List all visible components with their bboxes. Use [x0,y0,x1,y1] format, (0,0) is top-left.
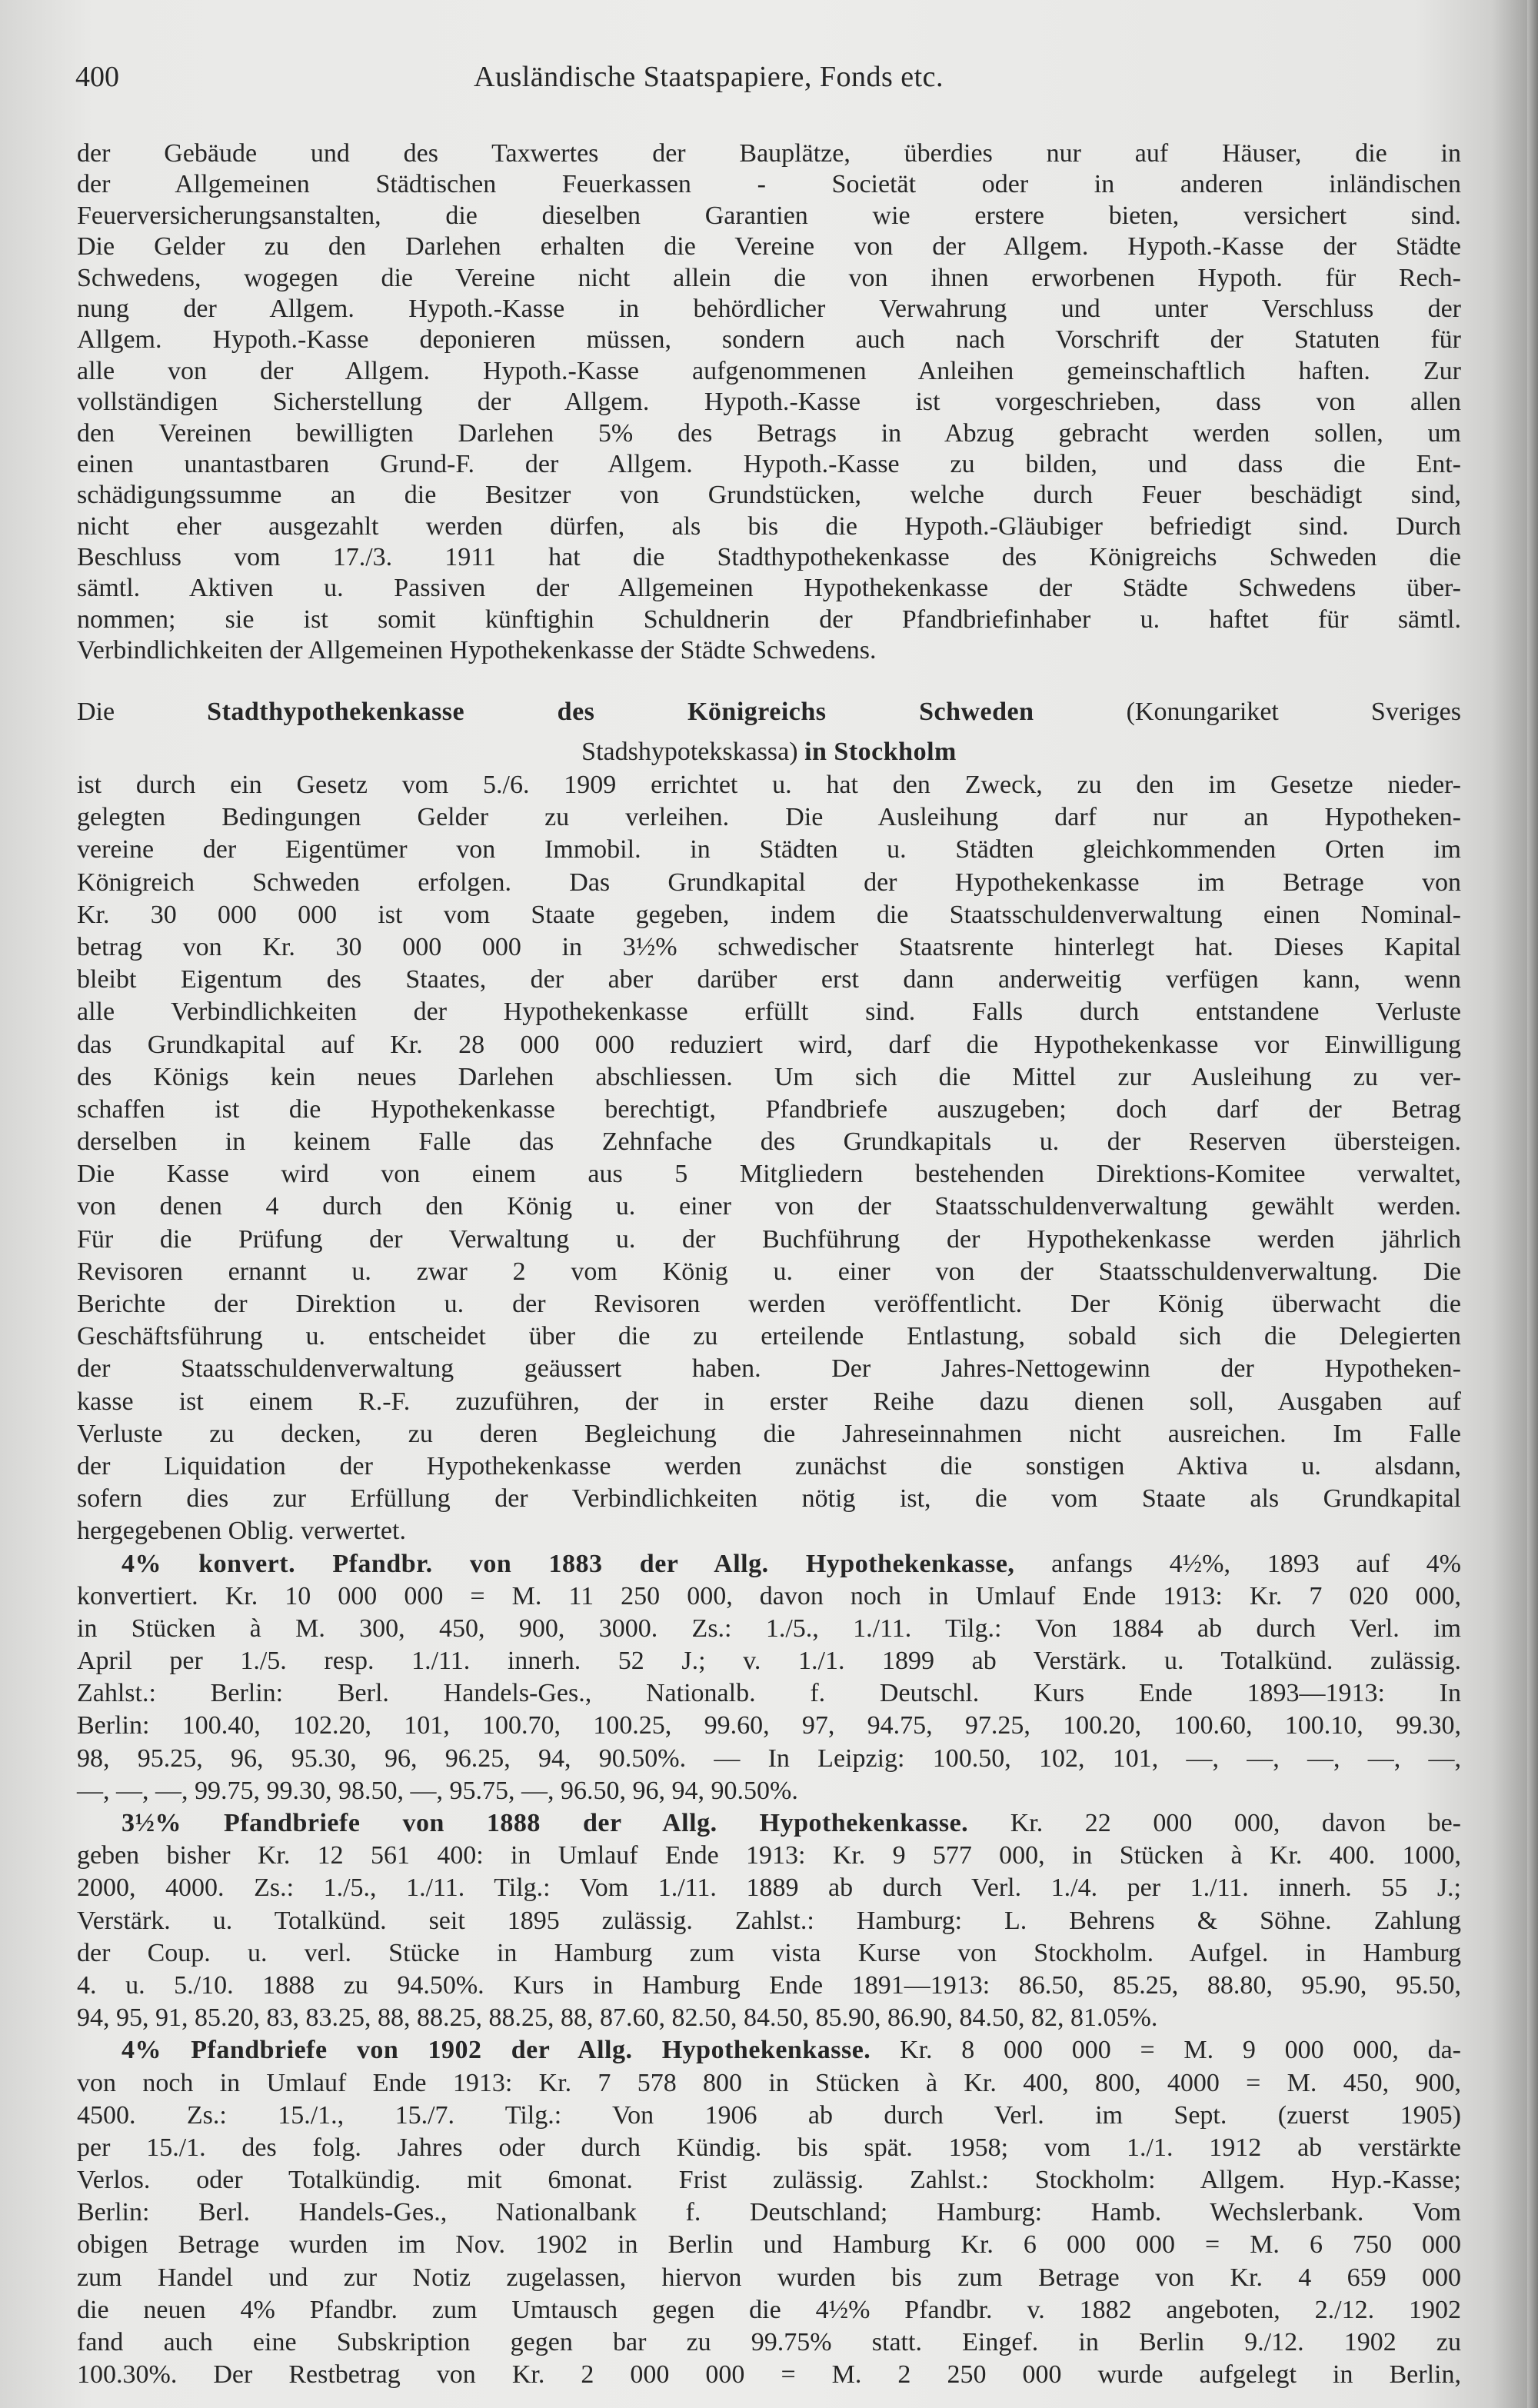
line-text: Stadshypotekskassa) [581,738,805,766]
text-line [77,1029,1461,1061]
text-line [77,1288,1461,1321]
line-text: kasse ist einem R.-F. zuzuführen, der in erster Reihe dazu dienen soll, Ausgaben auf [77,1387,1461,1416]
text-line [77,867,1461,899]
line-text: hergegebenen Oblig. verwertet. [77,1517,406,1546]
text-line [77,1645,1461,1677]
text-line [77,294,1461,325]
line-text: Zahlst.: Berlin: Berl. Handels-Ges., Nationalb. f. Deutschl. Kurs Ende 1893—1913: In [77,1679,1461,1708]
line-text: Berlin: 100.40, 102.20, 101, 100.70, 100.25, 99.60, 97, 94.75, 97.25, 100.20, 100.60, 100.10, 99.30, [77,1711,1461,1740]
line-text: betrag von Kr. 30 000 000 in 3½% schwedischer Staatsrente hinterlegt hat. Dieses Kapital [77,932,1461,961]
line-text: den Vereinen bewilligten Darlehen 5% des Betrags in Abzug gebracht werden sollen, um [77,418,1461,448]
text-line [77,449,1461,480]
line-text: des Königs kein neues Darlehen abschliessen. Um sich die Mittel zur Ausleihung zu ver- [77,1062,1461,1091]
text-line [77,1450,1461,1483]
text-line [77,1743,1461,1775]
text-line [77,1126,1461,1158]
line-text: Die [77,698,208,726]
line-text: per 15./1. des folg. Jahres oder durch Kündig. bis spät. 1958; vom 1./1. 1912 ab verstärkte [77,2133,1461,2162]
line-text: Schwedens, wogegen die Vereine nicht allein die von ihnen erworbenen Hypoth. für Rech- [77,263,1461,292]
line-text: Die Kasse wird von einem aus 5 Mitgliedern bestehenden Direktions-Komitee verwaltet, [77,1160,1461,1189]
line-text: Die Gelder zu den Darlehen erhalten die Vereine von der Allgem. Hypoth.-Kasse der Städte [77,232,1461,261]
text-line [77,1613,1461,1645]
line-text: sofern dies zur Erfüllung der Verbindlichkeiten nötig ist, die vom Staate als Grundkapital [77,1484,1461,1514]
text-line [77,1061,1461,1094]
line-text: —, —, —, 99.75, 99.30, 98.50, —, 95.75, —, 96.50, 96, 94, 90.50%. [77,1776,798,1805]
text-line [77,769,1461,801]
line-text: schaffen ist die Hypothekenkasse berechtigt, Pfandbriefe auszugeben; doch darf der Betrag [77,1094,1461,1124]
line-text: ist durch ein Gesetz vom 5./6. 1909 errichtet u. hat den Zweck, zu den im Gesetze nieder- [77,771,1461,799]
paragraph-continued [77,138,1461,667]
text-line [77,1905,1461,1937]
text-line [77,1710,1461,1742]
bold-title-text: Stadthypothekenkasse des Königreichs Schweden [207,698,1034,726]
line-text: Berlin: Berl. Handels-Ges., Nationalbank f. Deutschland; Hamburg: Hamb. Wechslerbank. Vom [77,2198,1461,2227]
text-line [77,387,1461,418]
text-line [77,1937,1461,1970]
text-line [77,834,1461,866]
text-line [77,1224,1461,1256]
line-text: 98, 95.25, 96, 95.30, 96, 96.25, 94, 90.50%. — In Leipzig: 100.50, 102, 101, —, —, —, —, —, [77,1744,1461,1773]
line-text: Verluste zu decken, zu deren Begleichung die Jahreseinnahmen nicht ausreichen. Im Falle [77,1419,1461,1448]
text-line [77,1321,1461,1353]
line-text: Beschluss vom 17./3. 1911 hat die Stadthypothekenkasse des Königreichs Schweden die [77,543,1461,572]
line-text: Allgem. Hypoth.-Kasse deponieren müssen, sondern auch nach Vorschrift der Statuten für [77,325,1461,355]
line-text: einen unantastbaren Grund-F. der Allgem. Hypoth.-Kasse zu bilden, und dass die Ent- [77,449,1461,478]
line-text: der Gebäude und des Taxwertes der Bauplätze, überdies nur auf Häuser, die in [77,139,1461,168]
text-line [77,1094,1461,1126]
text-line [77,899,1461,931]
text-line [77,1580,1461,1613]
line-text: der Coup. u. verl. Stücke in Hamburg zum vista Kurse von Stockholm. Aufgel. in Hamburg [77,1938,1461,1967]
line-text: obigen Betrage wurden im Nov. 1902 in Berlin und Hamburg Kr. 6 000 000 = M. 6 750 000 [77,2230,1461,2260]
line-text: konvertiert. Kr. 10 000 000 = M. 11 250 000, davon noch in Umlauf Ende 1913: Kr. 7 020 000, [77,1581,1461,1610]
line-text: das Grundkapital auf Kr. 28 000 000 reduziert wird, darf die Hypothekenkasse vor Einwilligung [77,1030,1461,1059]
line-text: von denen 4 durch den König u. einer von der Staatsschuldenverwaltung gewählt werden. [77,1192,1461,1221]
line-text: der Staatsschuldenverwaltung geäussert haben. Der Jahres-Nettogewinn der Hypotheken- [77,1354,1461,1384]
text-line [77,2132,1461,2164]
text-line [77,1775,1461,1807]
text-line [77,1548,1461,1580]
line-text: nicht eher ausgezahlt werden dürfen, als bis die Hypoth.-Gläubiger befriedigt sind. Durch [77,511,1461,541]
text-line [77,1807,1461,1840]
text-line [77,1386,1461,1418]
line-text: geben bisher Kr. 12 561 400: in Umlauf Ende 1913: Kr. 9 577 000, in Stücken à Kr. 400. 1000, [77,1841,1461,1870]
line-text: vereine der Eigentümer von Immobil. in Städten u. Städten gleichkommenden Orten im [77,835,1461,864]
bold-title-text: 4% konvert. Pfandbr. von 1883 der Allg. Hypothekenkasse, [122,1549,1015,1578]
text-line [77,1515,1461,1547]
line-text: 94, 95, 91, 85.20, 83, 83.25, 88, 88.25, 88.25, 88, 87.60, 82.50, 84.50, 85.90, 86.90, 84.50, 82, 81.05%. [77,2003,1158,2033]
line-text: gelegten Bedingungen Gelder zu verleihen. Die Ausleihung darf nur an Hypotheken- [77,803,1461,832]
line-text: die neuen 4% Pfandbr. zum Umtausch gegen die 4½% Pfandbr. v. 1882 angeboten, 2./12. 1902 [77,2295,1461,2324]
line-text: Königreich Schweden erfolgen. Das Grundkapital der Hypothekenkasse im Betrage von [77,868,1461,897]
line-text: Kr. 8 000 000 = M. 9 000 000, da- [871,2036,1461,2065]
line-text: alle von der Allgem. Hypoth.-Kasse aufgenommenen Anleihen gemeinschaftlich haften. Zur [77,356,1461,385]
line-text: nung der Allgem. Hypoth.-Kasse in behördlicher Verwahrung und unter Verschluss der [77,294,1461,323]
text-line [77,480,1461,511]
text-line [77,418,1461,449]
text-line [77,2359,1461,2391]
text-line [77,1840,1461,1872]
text-line [77,169,1461,200]
line-text: Verlos. oder Totalkündig. mit 6monat. Frist zulässig. Zahlst.: Stockholm: Allgem. Hyp.-Kasse; [77,2166,1461,2195]
text-line [77,511,1461,542]
line-text: derselben in keinem Falle das Zehnfache des Grundkapitals u. der Reserven übersteigen. [77,1127,1461,1157]
text-line [77,604,1461,635]
line-text: anfangs 4½%, 1893 auf 4% [1014,1549,1461,1578]
section-heading [77,692,1461,772]
text-line [77,325,1461,355]
text-line [77,231,1461,262]
text-line [77,635,1461,666]
line-text: Für die Prüfung der Verwaltung u. der Buchführung der Hypothekenkasse werden jährlich [77,1224,1461,1254]
line-text: 100.30%. Der Restbetrag von Kr. 2 000 000 = M. 2 250 000 wurde aufgelegt in Berlin, [77,2360,1461,2390]
running-title: Ausländische Staatspapiere, Fonds etc. [474,61,944,93]
line-text: 4500. Zs.: 15./1., 15./7. Tilg.: Von 1906 ab durch Verl. im Sept. (zuerst 1905) [77,2100,1461,2130]
line-text: alle Verbindlichkeiten der Hypothekenkasse erfüllt sind. Falls durch entstandene Verluste [77,998,1461,1027]
line-text: April per 1./5. resp. 1./11. innerh. 52 J.; v. 1./1. 1899 ab Verstärk. u. Totalkünd. zulässig. [77,1647,1461,1676]
text-line [77,138,1461,169]
page-edge-shadow [1527,0,1538,2408]
text-line [77,2034,1461,2067]
line-text: fand auch eine Subskription gegen bar zu 99.75% statt. Eingef. in Berlin 9./12. 1902 zu [77,2328,1461,2356]
text-line [77,2326,1461,2359]
line-text: der Allgemeinen Städtischen Feuerkassen - Societät oder in anderen inländischen [77,170,1461,199]
text-line [77,1158,1461,1191]
text-line [77,573,1461,604]
text-line [77,2164,1461,2197]
text-line [77,1353,1461,1385]
text-line [77,1970,1461,2002]
text-line [77,801,1461,834]
line-text: Kr. 22 000 000, davon be- [968,1809,1461,1837]
line-text: nommen; sie ist somit künftighin Schuldnerin der Pfandbriefinhaber u. haftet für sämtl. [77,604,1461,634]
line-text: 2000, 4000. Zs.: 1./5., 1./11. Tilg.: Vom 1./11. 1889 ab durch Verl. 1./4. per 1./11. innerh. 55 J.; [77,1873,1461,1903]
line-text: Verstärk. u. Totalkünd. seit 1895 zulässig. Zahlst.: Hamburg: L. Behrens & Söhne. Zahlung [77,1906,1461,1935]
line-text: Feuerversicherungsanstalten, die dieselben Garantien wie erstere bieten, versichert sind. [77,201,1461,230]
bold-title-text: in Stockholm [804,738,957,766]
line-text: (Konungariket Sveriges [1034,698,1461,726]
text-line [77,2100,1461,2132]
line-text: zum Handel und zur Notiz zugelassen, hiervon wurden bis zum Betrage von Kr. 4 659 000 [77,2263,1461,2292]
text-line [77,2262,1461,2294]
text-line [77,1418,1461,1450]
text-line [77,931,1461,964]
text-line [77,996,1461,1028]
text-line [77,692,1461,732]
text-line [77,1256,1461,1288]
line-text: vollständigen Sicherstellung der Allgem. Hypoth.-Kasse ist vorgeschrieben, dass von allen [77,388,1461,417]
text-line [77,2197,1461,2229]
line-text: schädigungssumme an die Besitzer von Grundstücken, welche durch Feuer beschädigt sind, [77,481,1461,510]
line-text: von noch in Umlauf Ende 1913: Kr. 7 578 800 in Stücken à Kr. 400, 800, 4000 = M. 450, 900, [77,2068,1461,2097]
line-text: in Stücken à M. 300, 450, 900, 3000. Zs.: 1./5., 1./11. Tilg.: Von 1884 ab durch Verl. im [77,1614,1461,1643]
section-body [77,769,1461,2391]
text-line [77,2229,1461,2261]
text-line [77,542,1461,573]
text-line [77,1191,1461,1223]
text-line [77,1872,1461,1904]
line-text: 4. u. 5./10. 1888 zu 94.50%. Kurs in Hamburg Ende 1891—1913: 86.50, 85.25, 88.80, 95.90, 95.50, [77,1970,1461,2000]
text-line [77,2002,1461,2034]
line-text: der Liquidation der Hypothekenkasse werden zunächst die sonstigen Aktiva u. alsdann, [77,1451,1461,1480]
line-text: Geschäftsführung u. entscheidet über die zu erteilende Entlastung, sobald sich die Delegierten [77,1322,1461,1351]
text-line [77,356,1461,387]
text-line [77,964,1461,996]
text-line [77,732,1461,772]
page-header [75,60,1460,98]
text-line [77,1483,1461,1515]
line-text: Kr. 30 000 000 ist vom Staate gegeben, indem die Staatsschuldenverwaltung einen Nominal- [77,900,1461,929]
bold-title-text: 3½% Pfandbriefe von 1888 der Allg. Hypothekenkasse. [122,1809,969,1837]
text-line [77,2067,1461,2100]
text-line [77,1677,1461,1710]
line-text: Revisoren ernannt u. zwar 2 vom König u. einer von der Staatsschuldenverwaltung. Die [77,1257,1461,1286]
line-text: Berichte der Direktion u. der Revisoren werden veröffentlicht. Der König überwacht die [77,1290,1461,1318]
page-number: 400 [75,61,119,93]
bold-title-text: 4% Pfandbriefe von 1902 der Allg. Hypothekenkasse. [122,2036,871,2065]
text-line [77,263,1461,294]
line-text: sämtl. Aktiven u. Passiven der Allgemeinen Hypothekenkasse der Städte Schwedens über- [77,574,1461,603]
line-text: Verbindlichkeiten der Allgemeinen Hypothekenkasse der Städte Schwedens. [77,636,877,665]
line-text: bleibt Eigentum des Staates, der aber darüber erst dann anderweitig verfügen kann, wenn [77,965,1461,994]
text-line [77,2294,1461,2326]
text-line [77,201,1461,231]
